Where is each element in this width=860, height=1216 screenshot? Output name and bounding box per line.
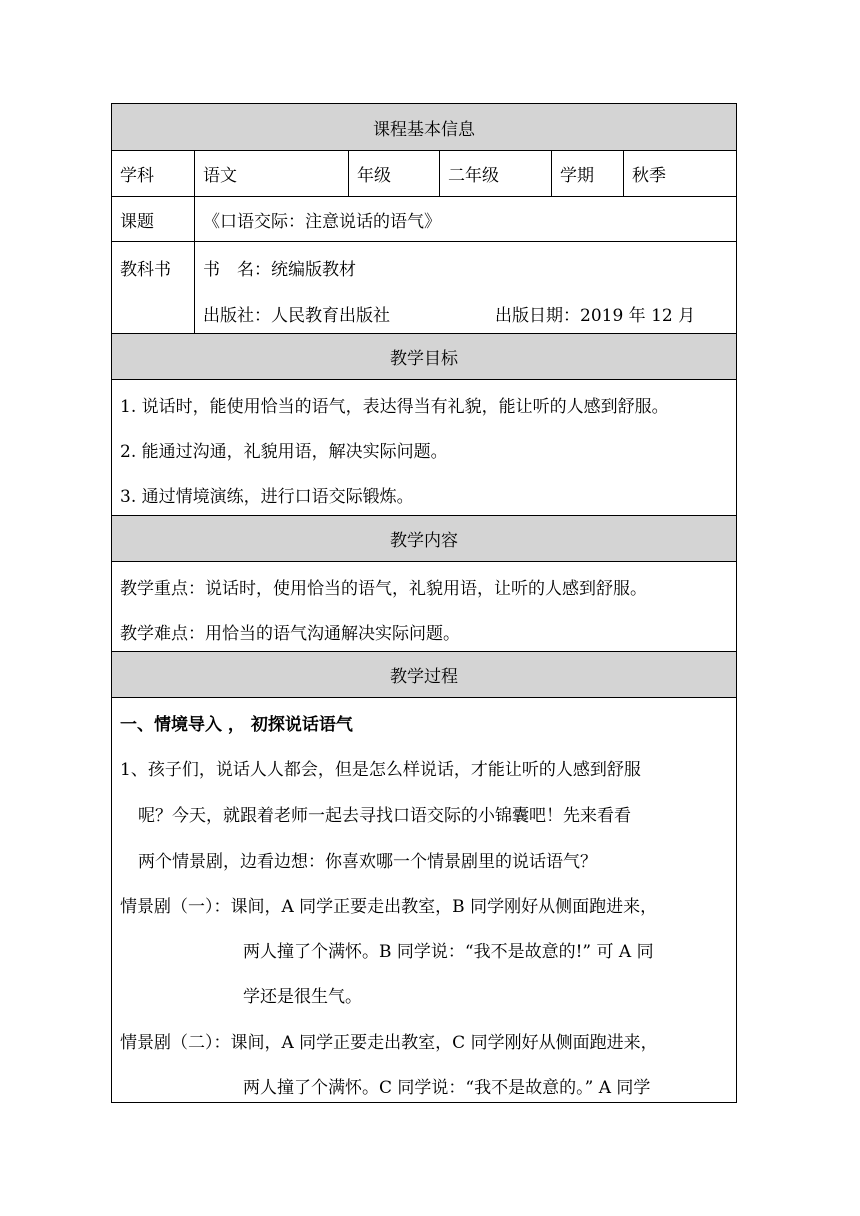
content-block xyxy=(112,562,736,652)
scene1-line: 两人撞了个满怀。B 同学说：“我不是故意的!” 可 A 同 xyxy=(243,942,654,962)
topic-label: 课题 xyxy=(120,211,154,232)
section-header-content xyxy=(112,516,736,562)
section-header-text: 教学内容 xyxy=(390,531,458,551)
process-block xyxy=(112,698,736,1102)
lesson-plan-table xyxy=(111,103,737,1103)
section-header-basic-info xyxy=(112,104,736,151)
section-header-text: 教学过程 xyxy=(390,667,458,687)
textbook-publish-date: 出版日期：2019 年 12 月 xyxy=(495,306,696,326)
goal-item: 2. 能通过沟通，礼貌用语，解决实际问题。 xyxy=(120,442,448,462)
info-row-textbook xyxy=(112,242,736,334)
difficulty-text: 教学难点：用恰当的语气沟通解决实际问题。 xyxy=(120,624,460,644)
paragraph-line: 1、孩子们，说话人人都会，但是怎么样说话，才能让听的人感到舒服 xyxy=(120,760,641,780)
key-point-text: 教学重点：说话时，使用恰当的语气，礼貌用语，让听的人感到舒服。 xyxy=(120,579,647,599)
goal-item: 1. 说话时，能使用恰当的语气，表达得当有礼貌，能让听的人感到舒服。 xyxy=(120,397,669,417)
paragraph-line: 两个情景剧，边看边想：你喜欢哪一个情景剧里的说话语气？ xyxy=(138,852,597,872)
info-row-topic xyxy=(112,197,736,242)
subject-value: 语文 xyxy=(194,151,348,196)
topic-value: 《口语交际：注意说话的语气》 xyxy=(194,197,736,241)
subject-label: 学科 xyxy=(120,166,154,186)
grade-label: 年级 xyxy=(348,151,439,196)
section-header-text: 教学目标 xyxy=(390,349,458,369)
section-header-goals xyxy=(112,334,736,380)
scene1-line: 学还是很生气。 xyxy=(243,987,362,1007)
info-row-subject xyxy=(112,151,736,197)
section-header-text: 课程基本信息 xyxy=(373,119,475,140)
term-label: 学期 xyxy=(551,151,623,196)
goal-item: 3. 通过情境演练，进行口语交际锻炼。 xyxy=(120,487,414,507)
scene1-line: 情景剧（一）：课间，A 同学正要走出教室，B 同学刚好从侧面跑进来， xyxy=(120,897,658,917)
goals-block xyxy=(112,380,736,516)
paragraph-line: 呢？今天，就跟着老师一起去寻找口语交际的小锦囊吧！先来看看 xyxy=(138,806,631,826)
grade-value: 二年级 xyxy=(439,151,551,196)
section1-title: 一、情境导入 ， 初探说话语气 xyxy=(120,715,353,735)
textbook-publisher: 出版社：人民教育出版社 xyxy=(203,306,390,326)
term-value: 秋季 xyxy=(623,151,736,196)
textbook-label: 教科书 xyxy=(120,260,171,280)
scene2-line: 情景剧（二）：课间，A 同学正要走出教室，C 同学刚好从侧面跑进来， xyxy=(120,1033,658,1053)
scene2-line: 两人撞了个满怀。C 同学说：“我不是故意的。” A 同学 xyxy=(243,1078,651,1098)
textbook-name: 书 名：统编版教材 xyxy=(203,260,356,280)
section-header-process xyxy=(112,652,736,698)
textbook-details xyxy=(194,242,737,333)
